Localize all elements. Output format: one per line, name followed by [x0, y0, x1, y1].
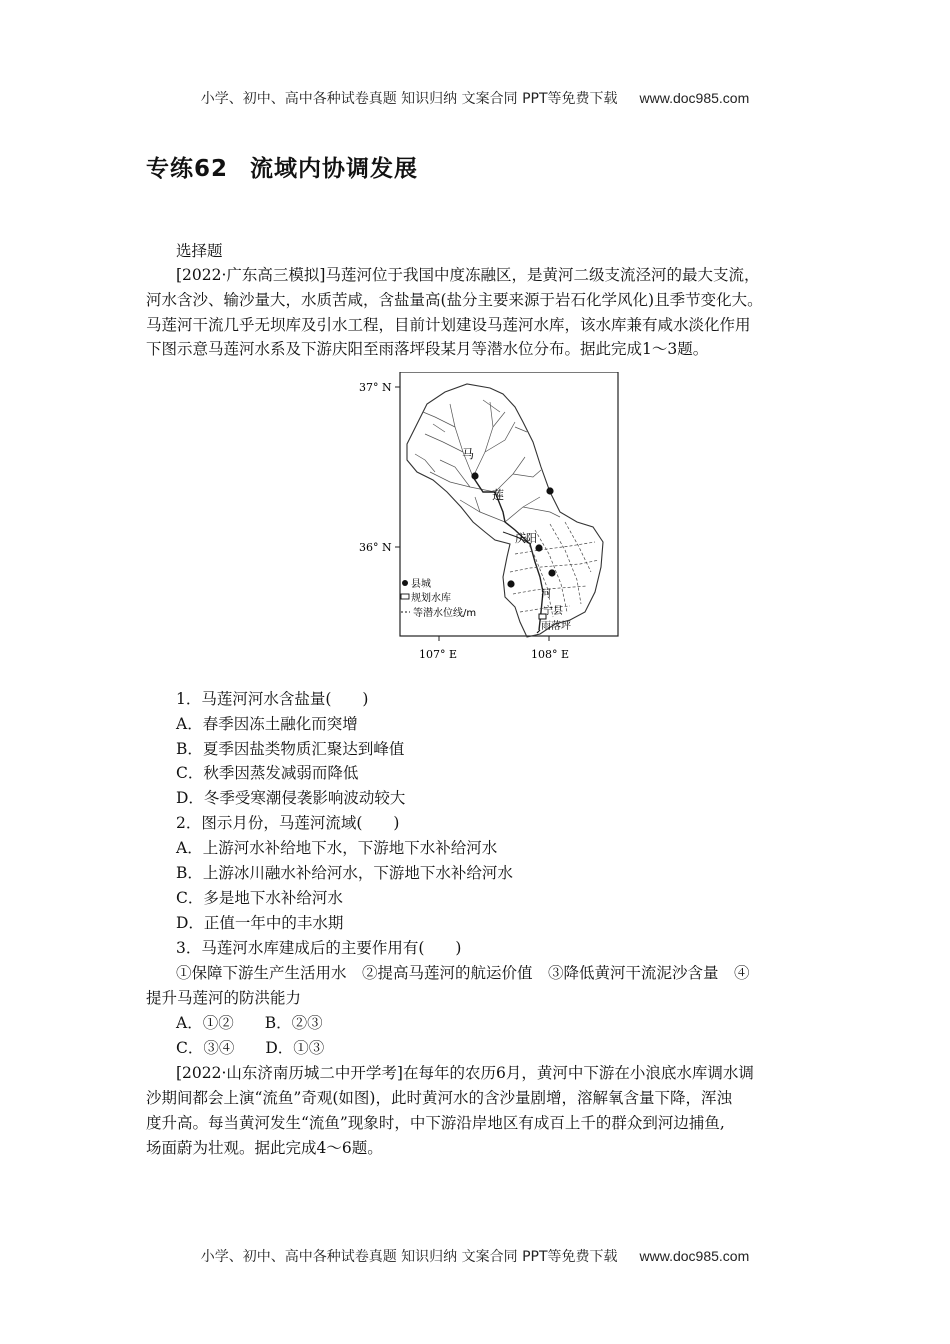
q1-option-d[interactable]: D．冬季受寒潮侵袭影响波动较大	[176, 789, 406, 807]
intro2-line-1: [2022·山东济南历城二中开学考]在每年的农历6月，黄河中下游在小浪底水库调水调	[176, 1064, 754, 1082]
q1-option-b[interactable]: B．夏季因盐类物质汇聚达到峰值	[176, 740, 405, 758]
legend-isoline: 等潜水位线/m	[413, 608, 477, 619]
header-text: 小学、初中、高中各种试卷真题 知识归纳 文案合同 PPT等免费下载	[200, 91, 618, 107]
county-town-dot	[546, 487, 553, 494]
legend-reservoir: 规划水库	[411, 593, 451, 604]
q3-stem: 3．马莲河水库建成后的主要作用有( )	[176, 939, 462, 957]
q1-option-a[interactable]: A．春季因冻土融化而突增	[176, 715, 358, 733]
label-ma: 马	[462, 447, 475, 461]
label-he: 河	[541, 589, 551, 600]
title-name: 流域内协调发展	[250, 156, 419, 182]
label-108e: 108° E	[531, 648, 570, 661]
q1-option-c[interactable]: C．秋季因蒸发减弱而降低	[176, 764, 359, 782]
intro2-line-4: 场面蔚为壮观。据此完成4～6题。	[146, 1139, 383, 1157]
q2-option-d[interactable]: D．正值一年中的丰水期	[176, 914, 344, 932]
label-lian: 莲	[492, 488, 505, 502]
intro1-line-1: [2022·广东高三模拟]马莲河位于我国中度冻融区，是黄河二级支流泾河的最大支流，	[176, 266, 760, 284]
q3-items-line-1: ①保障下游生产生活用水 ②提高马莲河的航运价值 ③降低黄河干流泥沙含量 ④	[176, 964, 750, 982]
page-header	[0, 88, 950, 108]
legend-county-icon	[402, 580, 408, 586]
label-36n: 36° N	[359, 541, 392, 554]
header-site-link[interactable]: www.doc985.com	[639, 90, 750, 106]
label-37n: 37° N	[359, 381, 392, 394]
label-qingyang: 庆阳	[515, 532, 537, 545]
q2-option-c[interactable]: C．多是地下水补给河水	[176, 889, 343, 907]
q2-stem: 2．图示月份，马莲河流域( )	[176, 814, 400, 832]
intro1-line-3: 马莲河干流几乎无坝库及引水工程，目前计划建设马莲河水库，该水库兼有咸水淡化作用	[146, 316, 751, 334]
legend-reservoir-icon	[401, 594, 409, 599]
footer-text: 小学、初中、高中各种试卷真题 知识归纳 文案合同 PPT等免费下载	[200, 1249, 618, 1265]
county-town-dot	[471, 472, 478, 479]
intro1-line-2: 河水含沙、输沙量大，水质苦咸，含盐量高(盐分主要来源于岩石化学风化)且季节变化大。	[146, 291, 763, 309]
intro1-line-4: 下图示意马莲河水系及下游庆阳至雨落坪段某月等潜水位分布。据此完成1～3题。	[146, 340, 709, 358]
q3-options-ab[interactable]: A．①② B．②③	[176, 1014, 323, 1032]
q2-option-b[interactable]: B．上游冰川融水补给河水，下游地下水补给河水	[176, 864, 513, 882]
page-title	[146, 150, 418, 183]
intro2-line-3: 度升高。每当黄河发生“流鱼”现象时，中下游沿岸地区有成百上千的群众到河边捕鱼,	[146, 1114, 725, 1132]
label-ningxian: 宁县	[543, 606, 563, 617]
title-number: 专练62	[146, 156, 229, 182]
county-town-dot	[507, 580, 514, 587]
county-town-dot	[535, 544, 542, 551]
q2-option-a[interactable]: A．上游河水补给地下水，下游地下水补给河水	[176, 839, 498, 857]
label-107e: 107° E	[419, 648, 458, 661]
label-yuluoping: 雨落坪	[541, 621, 571, 632]
intro2-line-2: 沙期间都会上演“流鱼”奇观(如图)，此时黄河水的含沙量剧增，溶解氧含量下降，浑浊	[146, 1089, 732, 1107]
q3-options-cd[interactable]: C．③④ D．①③	[176, 1039, 325, 1057]
page-footer	[0, 1246, 950, 1266]
q1-stem: 1．马莲河河水含盐量( )	[176, 690, 369, 708]
q3-items-line-2: 提升马莲河的防洪能力	[146, 989, 302, 1007]
legend-county: 县城	[411, 579, 431, 590]
section-heading: 选择题	[176, 242, 223, 260]
footer-site-link[interactable]: www.doc985.com	[639, 1248, 750, 1264]
county-town-dot	[548, 569, 555, 576]
malian-river-map	[355, 372, 620, 667]
